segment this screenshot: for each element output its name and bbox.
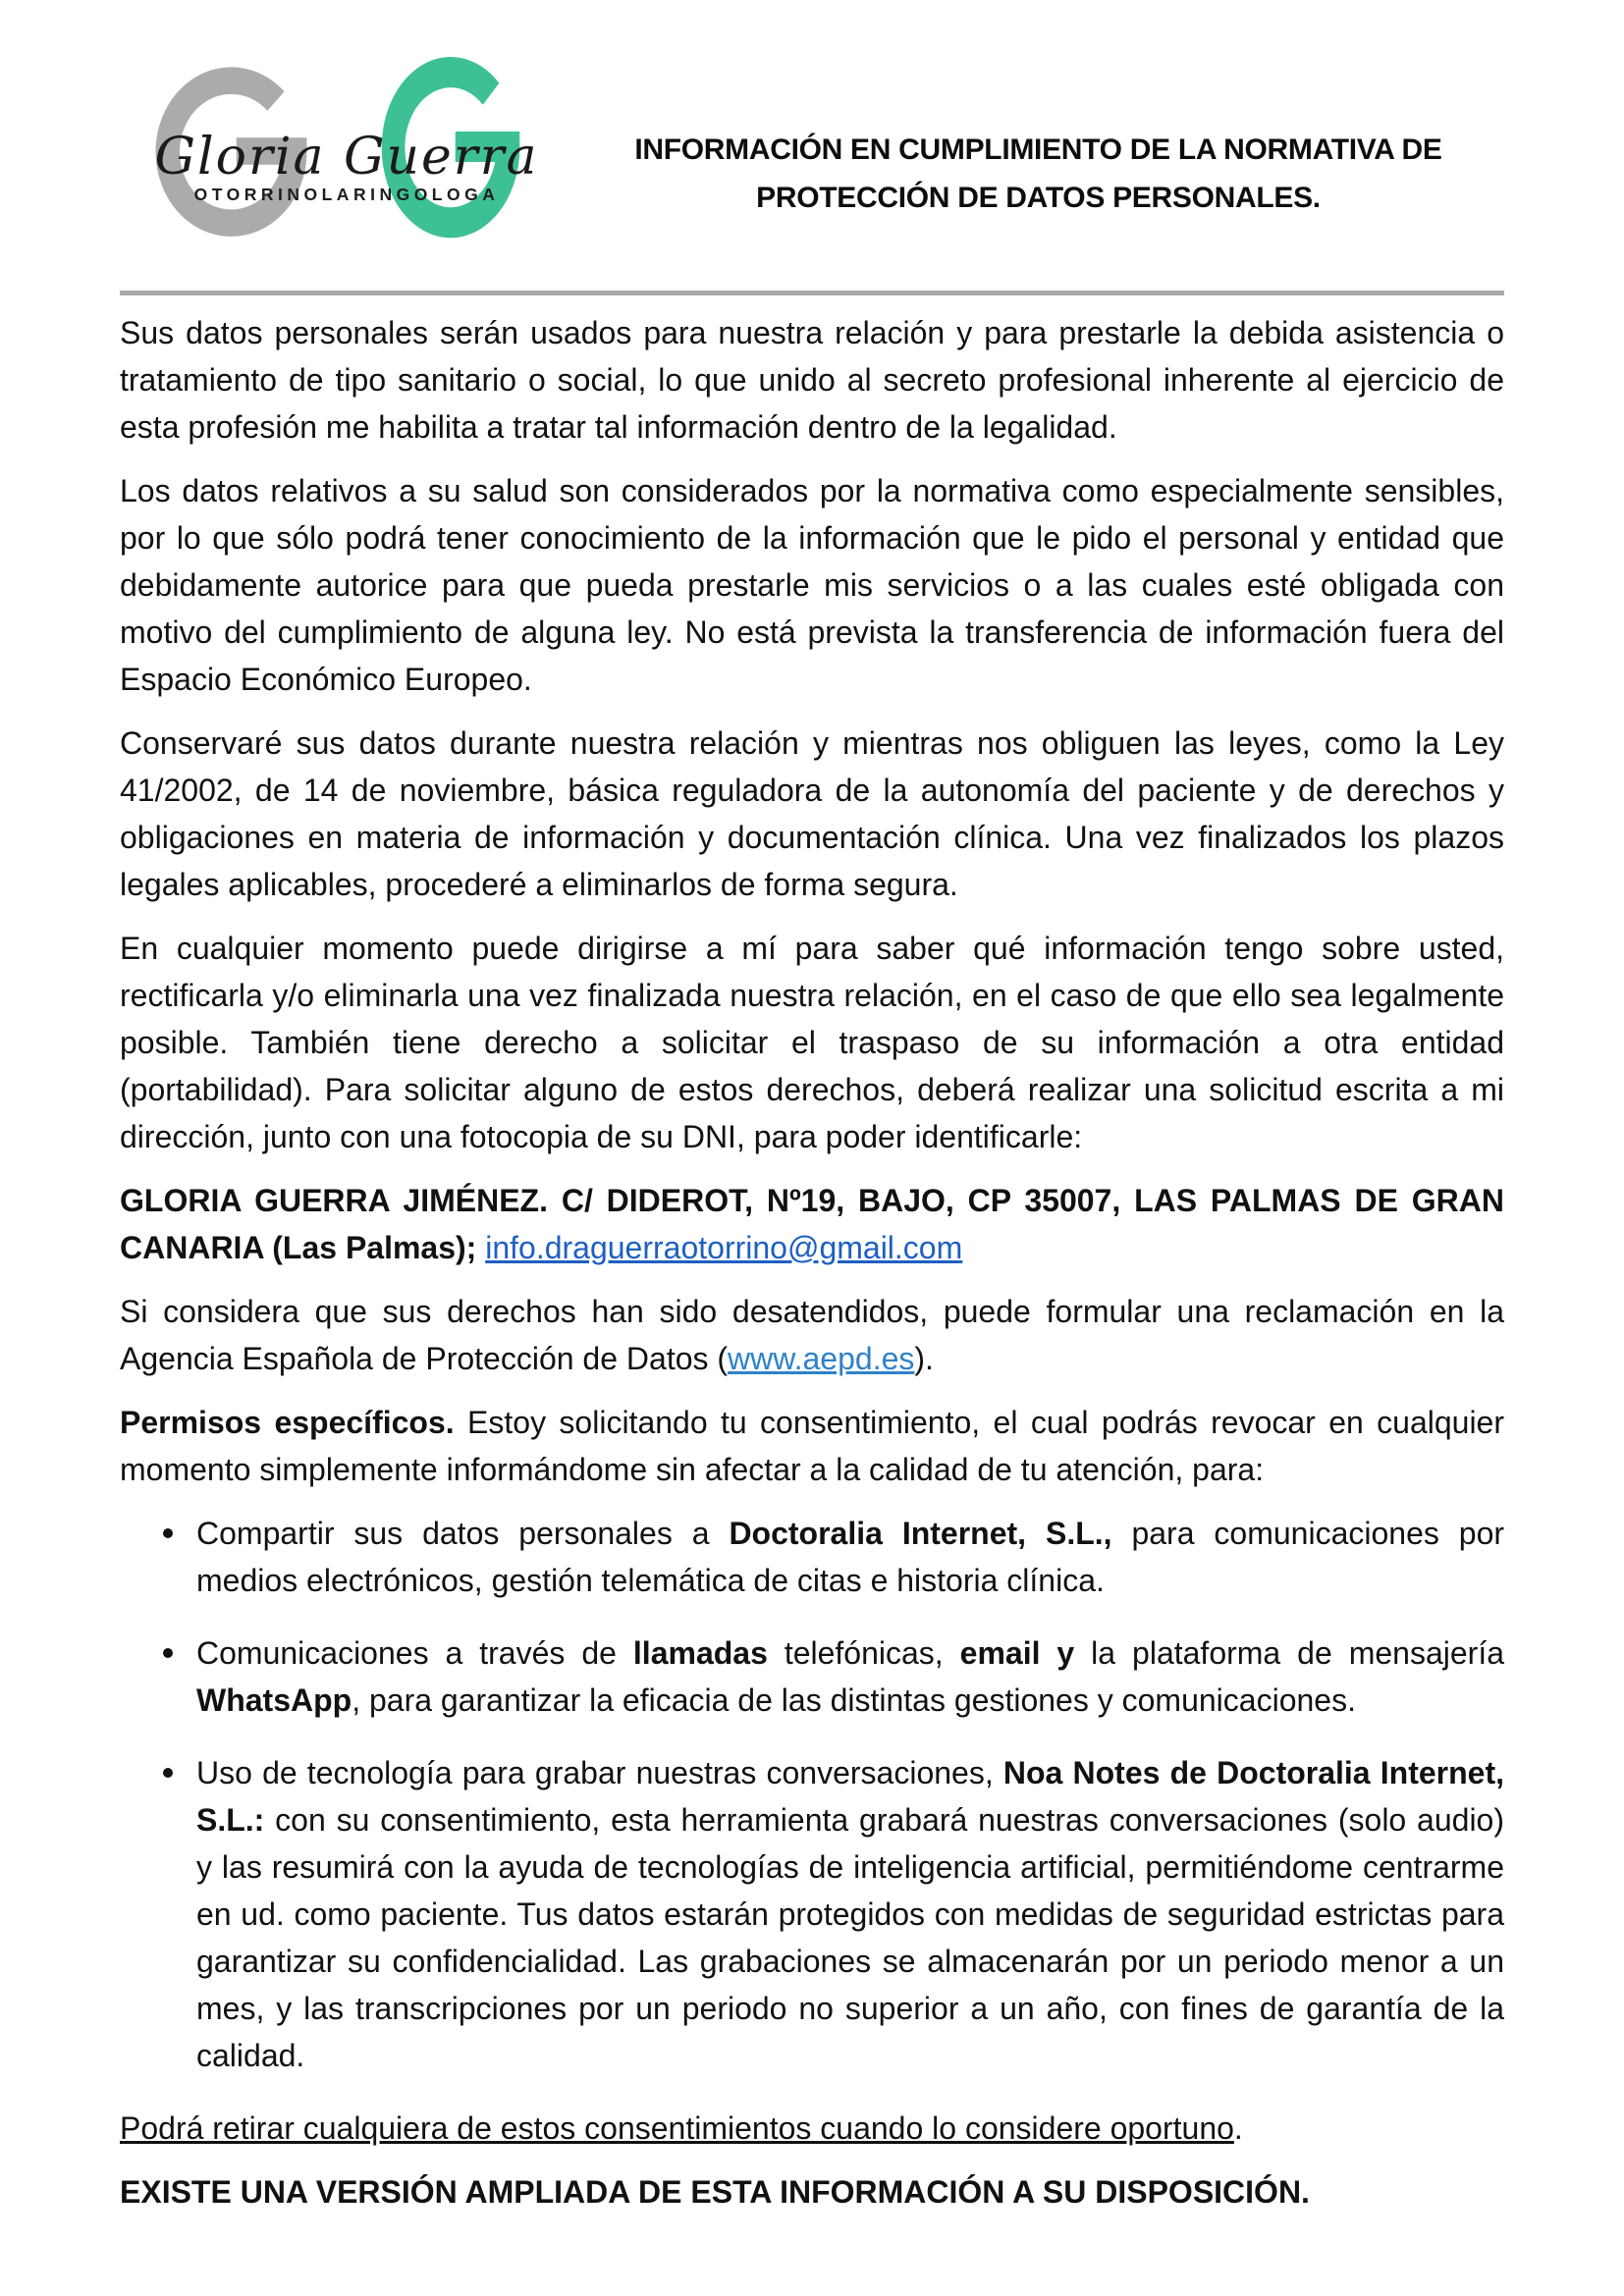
text-run: Si considera que sus derechos han sido desatendidos, puede formular una reclamación en la Agencia Española de Protección de Datos (	[120, 1294, 1504, 1376]
text-run: para comunicaciones por medios electrónicos, gestión telemática de citas e historia clínica.	[196, 1516, 1505, 1598]
bullet-icon	[163, 1768, 173, 1778]
text-run: llamadas	[632, 1635, 768, 1671]
paragraph-permissions-intro	[120, 1399, 1504, 1493]
paragraph-sensitive-data	[120, 467, 1504, 703]
text-run: WhatsApp	[196, 1682, 352, 1718]
text-run: Noa Notes de Doctoralia Internet, S.L.:	[196, 1755, 1504, 1838]
text-run: Uso de tecnología para grabar nuestras conversaciones,	[196, 1755, 1003, 1790]
text-run: GLORIA GUERRA JIMÉNEZ. C/ DIDEROT, Nº19, BAJO, CP 35007, LAS PALMAS DE GRAN CANARIA (Las Palmas);	[120, 1183, 1504, 1265]
text-run: Permisos específicos.	[120, 1405, 468, 1440]
text-run: Compartir sus datos personales a	[196, 1516, 730, 1551]
consent-list	[120, 1510, 1504, 2079]
logo-script-name: Gloria Guerra	[154, 128, 539, 187]
text-run: EXISTE UNA VERSIÓN AMPLIADA DE ESTA INFORMACIÓN A SU DISPOSICIÓN.	[120, 2174, 1310, 2210]
contact-address	[120, 1177, 1504, 1271]
email-link[interactable]: info.draguerraotorrino@gmail.com	[485, 1230, 963, 1265]
text-run: la plataforma de mensajería	[1074, 1635, 1505, 1671]
document-title-line1: INFORMACIÓN EN CUMPLIMIENTO DE LA NORMATIVA DE	[634, 133, 1442, 166]
paragraph-retention	[120, 720, 1504, 908]
text-run: Podrá retirar cualquiera de estos consentimientos cuando lo considere oportuno	[120, 2110, 1234, 2146]
text-run: ).	[914, 1341, 934, 1376]
text-run: , para garantizar la eficacia de las distintas gestiones y comunicaciones.	[352, 1682, 1356, 1718]
text-run: con su consentimiento, esta herramienta grabará nuestras conversaciones (solo audio) y las resumirá con la ayuda de tecnologías de inteligencia artificial, permitiéndome centrarme en ud. como paciente. Tus datos estarán protegidos con medidas de seguridad estrictas para garantizar su confidencialidad. Las grabaciones se almacenarán por un periodo menor a un mes, y las transcripciones por un periodo no superior a un año, con fines de garantía de la calidad.	[196, 1802, 1504, 2073]
paragraph-rights	[120, 925, 1504, 1160]
text-run: Comunicaciones a través de	[196, 1635, 633, 1671]
text-run: Sus datos personales serán usados para nuestra relación y para prestarle la debida asistencia o tratamiento de tipo sanitario o social, lo que unido al secreto profesional inherente al ejercicio de esta profesión me habilita a tratar tal información dentro de la legalidad.	[120, 315, 1504, 445]
header-divider	[120, 291, 1504, 295]
paragraph-complaint	[120, 1288, 1504, 1382]
document-body	[120, 291, 1504, 2232]
consent-item-text	[196, 1635, 1504, 1718]
withdrawal-notice	[120, 2105, 1504, 2152]
text-run: En cualquier momento puede dirigirse a mí para saber qué información tengo sobre usted, rectificarla y/o eliminarla una vez finalizada nuestra relación, en el caso de que ello sea legalmente posible. También tiene derecho a solicitar el traspaso de su información a otra entidad (portabilidad). Para solicitar alguno de estos derechos, deberá realizar una solicitud escrita a mi dirección, junto con una fotocopia de su DNI, para poder identificarle:	[120, 931, 1504, 1154]
document-title	[565, 126, 1512, 222]
text-run: email y	[959, 1635, 1075, 1671]
text-run: Doctoralia Internet, S.L.,	[729, 1516, 1112, 1551]
consent-item-text	[196, 1755, 1504, 2073]
aepd-link[interactable]: www.aepd.es	[728, 1341, 915, 1376]
text-run: Conservaré sus datos durante nuestra relación y mientras nos obliguen las leyes, como la Ley 41/2002, de 14 de noviembre, básica reguladora de la autonomía del paciente y de derechos y obligaciones en materia de información y documentación clínica. Una vez finalizados los plazos legales aplicables, procederé a eliminarlos de forma segura.	[120, 725, 1504, 902]
paragraph-data-usage	[120, 309, 1504, 451]
bullet-icon	[163, 1648, 173, 1658]
text-run: Los datos relativos a su salud son considerados por la normativa como especialmente sensibles, por lo que sólo podrá tener conocimiento de la información que le pido el personal y entidad que debidamente autorice para que pueda prestarle mis servicios o a las cuales esté obligada con motivo del cumplimiento de alguna ley. No está prevista la transferencia de información fuera del Espacio Económico Europeo.	[120, 473, 1504, 697]
text-run: .	[1233, 2110, 1243, 2146]
clinic-logo	[145, 37, 548, 253]
text-run: Estoy solicitando tu consentimiento, el cual podrás revocar en cualquier momento simplemente informándome sin afectar a la calidad de tu atención, para:	[120, 1405, 1505, 1487]
logo-subtitle: OTORRINOLARINGOLOGA	[193, 185, 500, 204]
consent-item-doctoralia	[120, 1510, 1504, 1604]
document-title-line2: PROTECCIÓN DE DATOS PERSONALES.	[756, 182, 1321, 214]
bullet-icon	[163, 1528, 173, 1538]
consent-item-text	[196, 1516, 1504, 1598]
text-run: telefónicas,	[767, 1635, 960, 1671]
consent-item-noa-notes	[120, 1749, 1504, 2079]
consent-item-communications	[120, 1629, 1504, 1724]
extended-version-notice	[120, 2168, 1504, 2216]
